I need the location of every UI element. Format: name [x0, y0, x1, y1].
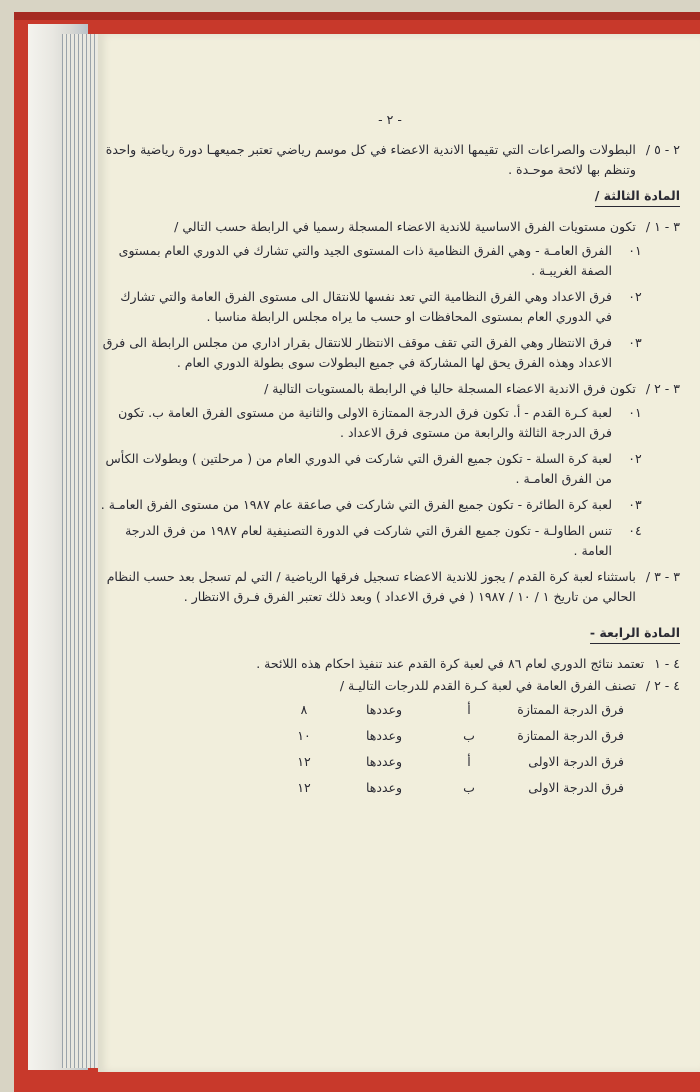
- clause-2-5: [100, 140, 680, 180]
- grade-letter: ب: [463, 780, 475, 795]
- page-edges: [62, 34, 102, 1068]
- count-label: وعددها: [365, 728, 403, 743]
- clause-number: ٢ - ٥ /: [645, 142, 680, 157]
- list-item: [100, 495, 680, 515]
- item-number: ٠٤: [628, 523, 642, 538]
- clause-number: ٤ - ٢ /: [645, 678, 680, 693]
- grade-name: فرق الدرجة الممتازة: [517, 728, 624, 743]
- clause-text: تكون فرق الاندية الاعضاء المسجلة حاليا في الرابطة بالمستويات التالية /: [264, 381, 636, 396]
- item-number: ٠٣: [628, 335, 642, 350]
- grade-letter: أ: [467, 702, 471, 717]
- clause-4-2: [100, 676, 680, 696]
- list-item: [100, 333, 680, 373]
- item-text: فرق الاعداد وهي الفرق النظامية التي تعد نفسها للانتقال الى مستوى الفرق العامة والتي تشارك في الدوري العام بمستوى المحافظات او حسب ما يراه مجلس الرابطة مناسبا .: [120, 289, 612, 324]
- grade-count: ١٠: [297, 728, 311, 743]
- clause-4-1: [100, 654, 680, 674]
- book-cover-edge: [14, 12, 700, 20]
- item-number: ٠١: [628, 243, 642, 258]
- grade-count: ١٢: [297, 780, 311, 795]
- clause-3-2: [100, 379, 680, 399]
- count-label: وعددها: [365, 780, 403, 795]
- item-number: ٠١: [628, 405, 642, 420]
- spacer: [100, 609, 680, 619]
- table-row: [100, 778, 624, 798]
- table-row: [100, 700, 624, 720]
- item-text: الفرق العامـة - وهي الفرق النظامية ذات المستوى الجيد والتي تشارك في الدوري العام بمستوى الصفة الغريبـة .: [118, 243, 612, 278]
- list-item: [100, 403, 680, 443]
- item-text: فرق الانتظار وهي الفرق التي تقف موقف الانتظار للانتقال بقرار اداري من مجلس الرابطة الى فرق الاعداد وهذه الفرق يحق لها المشاركة في جميع البطولات سوى بطولة الدوري العام .: [102, 335, 612, 370]
- grade-name: فرق الدرجة الاولى: [528, 780, 624, 795]
- list-item: [100, 449, 680, 489]
- item-number: ٠٢: [628, 289, 642, 304]
- table-row: [100, 726, 624, 746]
- table-row: [100, 752, 624, 772]
- grade-count: ٨: [300, 702, 308, 717]
- list-item: [100, 521, 680, 561]
- document-body: [100, 110, 680, 804]
- article-4-heading: المادة الرابعة -: [590, 623, 680, 644]
- item-number: ٠٢: [628, 451, 642, 466]
- clause-text: باستثناء لعبة كرة القدم / يجوز للاندية الاعضاء تسجيل فرقها الرياضية / التي لم تسجل بعد حسب النظام الحالي من تاريخ ١ / ١٠ / ١٩٨٧ ( في فرق الاعداد ) وبعد ذلك تعتبر الفرق فـرق الانتظار .: [106, 569, 636, 604]
- grade-name: فرق الدرجة الممتازة: [517, 702, 624, 717]
- clause-number: ٤ - ١: [654, 656, 680, 671]
- item-text: لعبة كرة السلة - تكون جميع الفرق التي شاركت في الدوري العام من ( مرحلتين ) وبطولات الكأس من الفرق العامـة .: [105, 451, 612, 486]
- list-item: [100, 287, 680, 327]
- clause-text: تصنف الفرق العامة في لعبة كـرة القدم للدرجات التاليـة /: [339, 678, 636, 693]
- item-text: لعبة كرة الطائرة - تكون جميع الفرق التي شاركت في صاعقة عام ١٩٨٧ من مستوى الفرق العامـة .: [100, 497, 612, 512]
- clause-3-3: [100, 567, 680, 607]
- item-number: ٠٣: [628, 497, 642, 512]
- count-label: وعددها: [365, 702, 403, 717]
- list-item: [100, 241, 680, 281]
- clause-text: تكون مستويات الفرق الاساسية للاندية الاعضاء المسجلة رسميا في الرابطة حسب التالي /: [174, 219, 636, 234]
- article-3-heading: المادة الثالثة /: [595, 186, 680, 207]
- grade-letter: أ: [467, 754, 471, 769]
- clause-number: ٣ - ٣ /: [645, 569, 680, 584]
- clause-3-1: [100, 217, 680, 237]
- grades-table: [100, 700, 680, 798]
- item-text: لعبة كـرة القدم - أ. تكون فرق الدرجة الممتازة الاولى والثانية من مستوى الفرق العامة ب. تكون فرق الدرجة الثالثة والرابعة من مستوى فرق الاعداد .: [118, 405, 612, 440]
- grade-count: ١٢: [297, 754, 311, 769]
- grade-letter: ب: [463, 728, 475, 743]
- count-label: وعددها: [365, 754, 403, 769]
- grade-name: فرق الدرجة الاولى: [528, 754, 624, 769]
- item-text: تنس الطاولـة - تكون جميع الفرق التي شاركت في الدورة التصنيفية لعام ١٩٨٧ من فرق الدرجة العامة .: [125, 523, 612, 558]
- clause-text: البطولات والصراعات التي تقيمها الاندية الاعضاء في كل موسم رياضي تعتبر جميعهـا دورة رياضية واحدة وتنظم بها لائحة موحـدة .: [105, 142, 636, 177]
- clause-text: تعتمد نتائج الدوري لعام ٨٦ في لعبة كرة القدم عند تنفيذ احكام هذه اللائحة .: [256, 656, 645, 671]
- page-number: - ٢ -: [378, 112, 402, 127]
- clause-number: ٣ - ٢ /: [645, 381, 680, 396]
- clause-number: ٣ - ١ /: [645, 219, 680, 234]
